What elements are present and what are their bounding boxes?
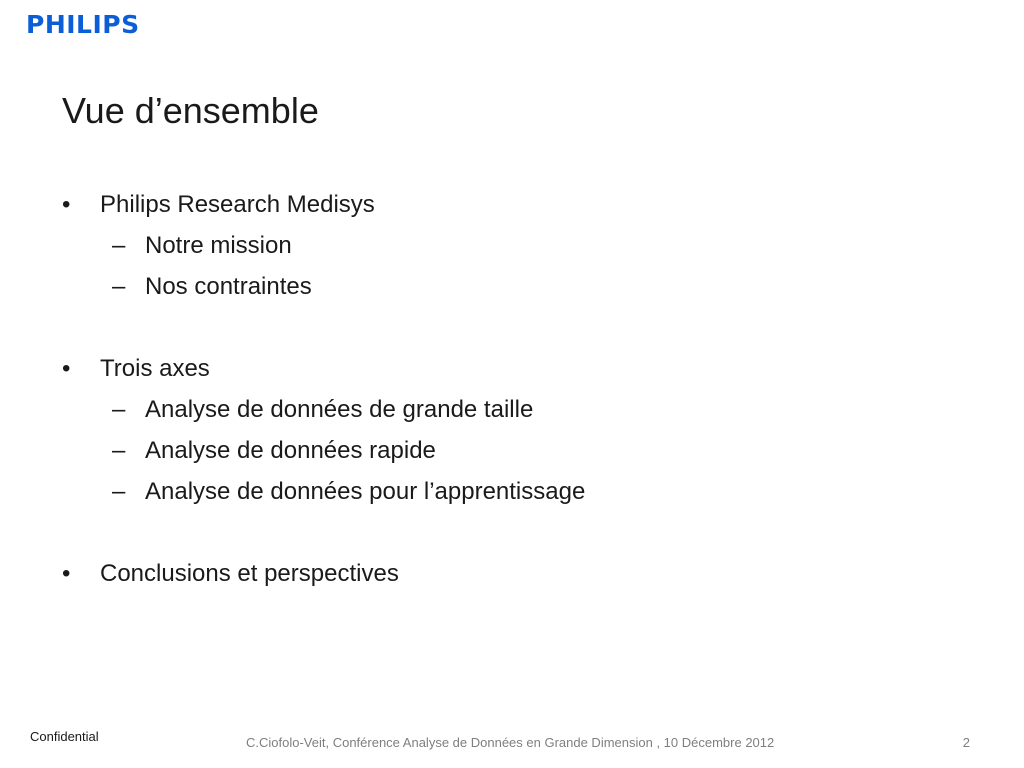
sub-bullet-item bbox=[62, 471, 962, 512]
philips-logo: PHILIPS bbox=[26, 10, 140, 39]
bullet-icon: • bbox=[62, 191, 71, 218]
sub-bullet-text: Analyse de données pour l’apprentissage bbox=[145, 478, 586, 505]
confidential-label: Confidential bbox=[30, 729, 99, 744]
bullet-icon: • bbox=[62, 560, 71, 587]
dash-icon: – bbox=[112, 273, 126, 300]
bullet-icon: • bbox=[62, 355, 71, 382]
footer-citation: C.Ciofolo-Veit, Conférence Analyse de Données en Grande Dimension , 10 Décembre 2012 bbox=[246, 735, 775, 750]
bullet-item bbox=[62, 348, 962, 389]
dash-icon: – bbox=[112, 478, 126, 505]
sub-bullet-item bbox=[62, 266, 962, 307]
dash-icon: – bbox=[112, 437, 126, 464]
sub-bullet-item bbox=[62, 430, 962, 471]
bullet-text: Trois axes bbox=[100, 355, 210, 382]
page-number: 2 bbox=[962, 735, 970, 750]
sub-bullet-item bbox=[62, 225, 962, 266]
dash-icon: – bbox=[112, 396, 126, 423]
sub-bullet-item bbox=[62, 389, 962, 430]
slide-title: Vue d’ensemble bbox=[62, 90, 319, 131]
dash-icon: – bbox=[112, 232, 126, 259]
sub-bullet-text: Analyse de données rapide bbox=[145, 437, 436, 464]
sub-bullet-text: Nos contraintes bbox=[145, 273, 312, 300]
bullet-item bbox=[62, 553, 962, 594]
sub-bullet-text: Analyse de données de grande taille bbox=[145, 396, 534, 423]
slide-content bbox=[62, 184, 962, 594]
bullet-item bbox=[62, 184, 962, 225]
bullet-text: Conclusions et perspectives bbox=[100, 560, 399, 587]
bullet-text: Philips Research Medisys bbox=[100, 191, 375, 218]
sub-bullet-text: Notre mission bbox=[145, 232, 292, 259]
